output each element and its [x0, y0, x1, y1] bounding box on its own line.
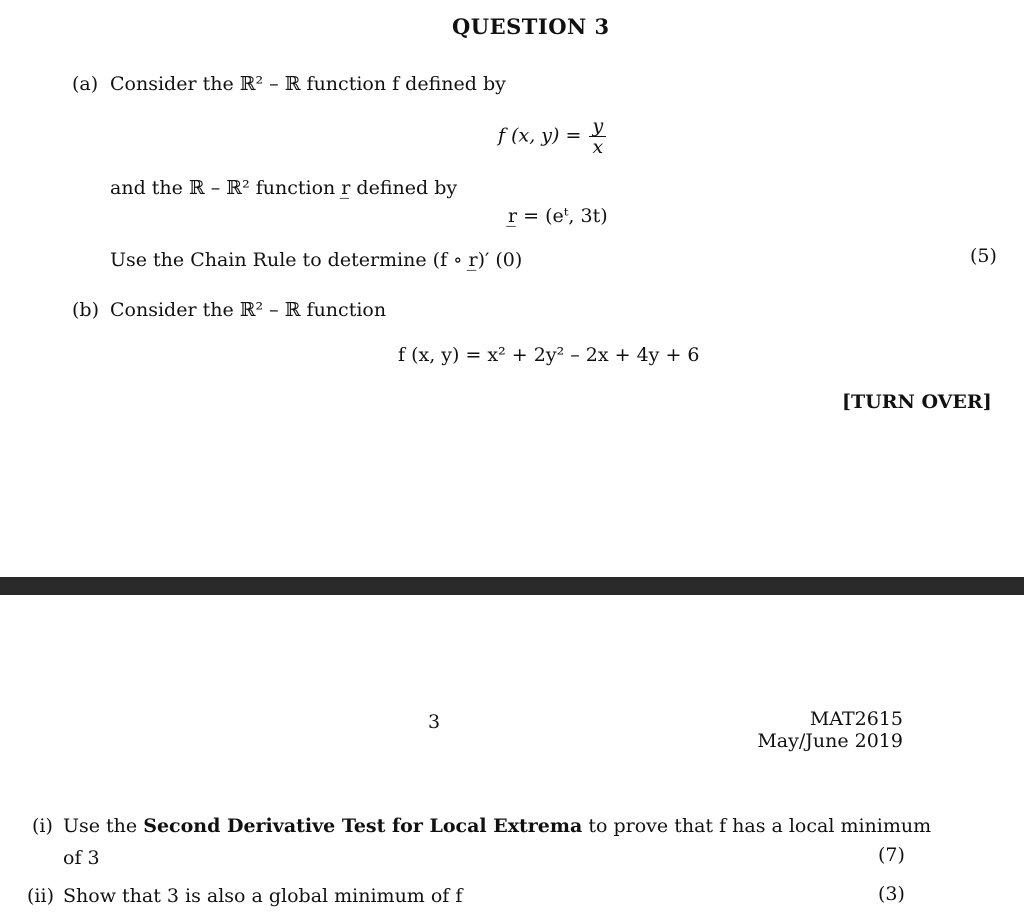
turn-over-label: [TURN OVER]: [842, 391, 992, 413]
part-b-label: (b): [72, 299, 99, 321]
question-heading: QUESTION 3: [452, 14, 610, 39]
equation-f-definition: [498, 116, 608, 157]
course-code: MAT2615: [809, 708, 903, 730]
item-i-text-before: Use the: [63, 815, 138, 837]
item-i-text-after: to prove that f has a local minimum: [588, 815, 932, 837]
part-a-label: (a): [72, 73, 99, 95]
fraction-numerator: y: [589, 116, 606, 137]
item-i-label: (i): [32, 815, 53, 837]
part-a-line2: and the ℝ – ℝ² function r̲ defined by: [110, 177, 458, 199]
item-ii-marks: (3): [878, 883, 905, 905]
part-a-marks: (5): [970, 245, 997, 267]
part-a-intro: Consider the ℝ² – ℝ function f defined by: [110, 73, 506, 95]
item-ii-text: Show that 3 is also a global minimum of f: [63, 885, 463, 907]
item-i-continuation: of 3: [63, 847, 100, 869]
equation-r-definition: r̲ = (eᵗ, 3t): [508, 205, 608, 227]
item-i-bold-text: Second Derivative Test for Local Extrema: [143, 815, 583, 837]
equation-f-quadratic: f (x, y) = x² + 2y² – 2x + 4y + 6: [398, 344, 700, 366]
equation-f-lhs: f (x, y) =: [498, 124, 582, 147]
part-a-question: Use the Chain Rule to determine (f ∘ r̲)′ (0): [110, 249, 523, 271]
fraction-y-over-x: [589, 116, 606, 157]
page-divider: [0, 577, 1024, 595]
part-b-intro: Consider the ℝ² – ℝ function: [110, 299, 387, 321]
item-i-marks: (7): [878, 844, 905, 866]
item-i-text: [63, 814, 931, 838]
fraction-denominator: x: [592, 136, 604, 158]
exam-session: May/June 2019: [757, 730, 903, 752]
page-number: 3: [428, 711, 441, 733]
item-ii-label: (ii): [27, 885, 54, 907]
